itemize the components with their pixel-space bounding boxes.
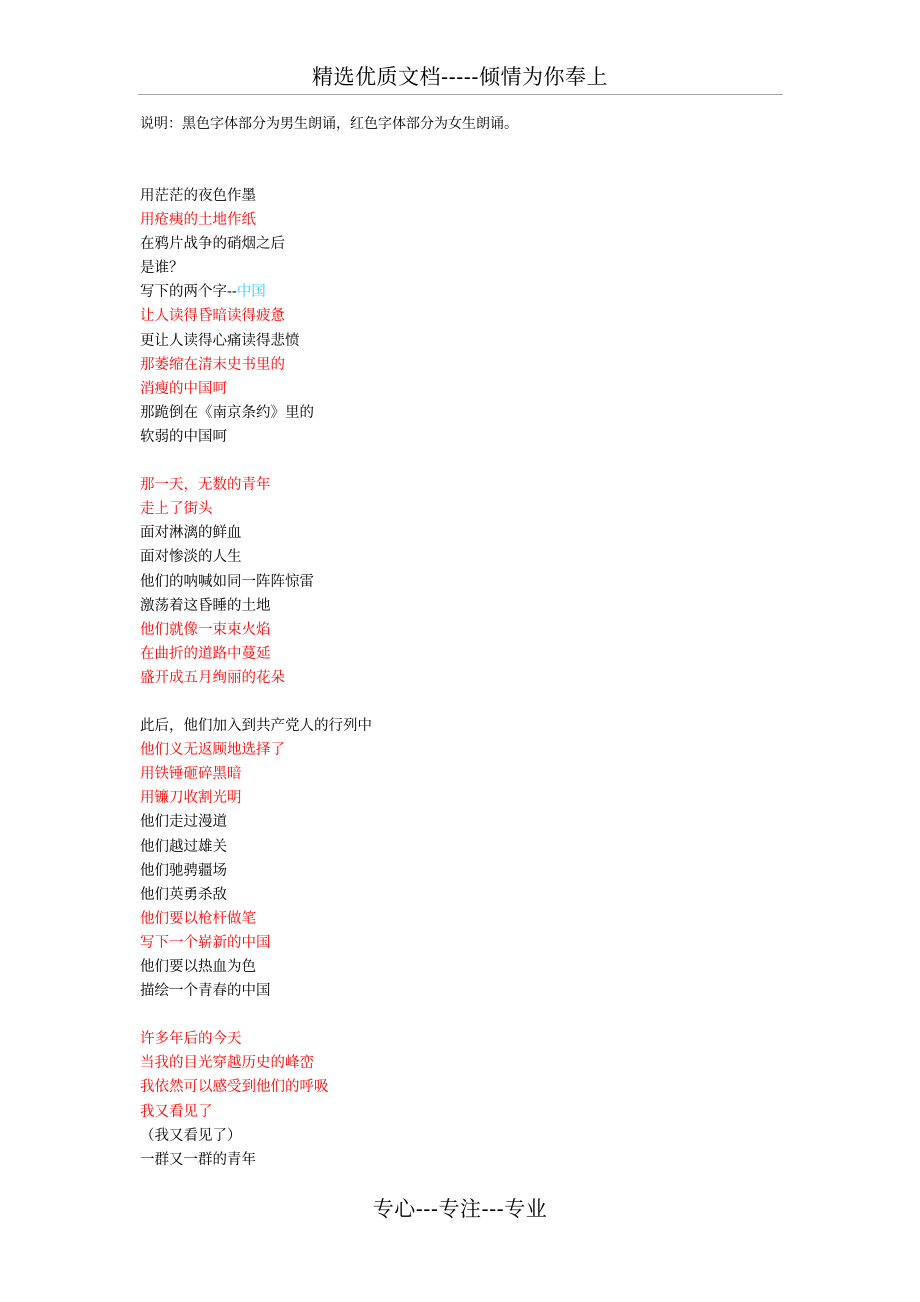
poem-line-text: 他们要以热血为色 bbox=[140, 959, 256, 975]
poem-line-text: 此后，他们加入到共产党人的行列中 bbox=[140, 718, 372, 735]
poem-line-text: 他们义无返顾地选择了 bbox=[140, 742, 285, 759]
poem-line bbox=[140, 1075, 372, 1099]
poem-line-text: 他们的呐喊如同一阵阵惊雷 bbox=[140, 573, 314, 590]
poem-line bbox=[140, 618, 372, 642]
poem-line-text: 许多年后的今天 bbox=[140, 1031, 242, 1048]
poem-line-text: 在曲折的道路中蔓延 bbox=[140, 645, 271, 662]
poem-line bbox=[140, 931, 372, 955]
poem-line bbox=[140, 810, 372, 834]
poem-line-text: 他们英勇杀敌 bbox=[140, 886, 227, 903]
poem-line bbox=[140, 1100, 372, 1124]
poem-line-text: 那萎缩在清末史书里的 bbox=[140, 356, 285, 373]
poem-line-text: 盛开成五月绚丽的花朵 bbox=[140, 669, 285, 686]
poem-line bbox=[140, 232, 372, 256]
poem-line bbox=[140, 425, 372, 449]
poem-line-text: 一群又一群的青年 bbox=[140, 1151, 256, 1168]
poem-line bbox=[140, 714, 372, 738]
poem-line-text: 用镰刀收割光明 bbox=[140, 790, 242, 807]
poem-line-text: 写下的两个字 bbox=[140, 284, 227, 301]
poem-body bbox=[140, 184, 372, 1172]
poem-line-text: （我又看见了） bbox=[140, 1127, 242, 1144]
poem-line bbox=[140, 208, 372, 232]
poem-line-text: 面对惨淡的人生 bbox=[140, 549, 242, 566]
poem-line-text: 用铁锤砸碎黑暗 bbox=[140, 766, 242, 783]
poem-line-text: 他们走过漫道 bbox=[140, 814, 227, 831]
poem-line bbox=[140, 377, 372, 401]
poem-line bbox=[140, 401, 372, 425]
poem-line bbox=[140, 473, 372, 497]
poem-line bbox=[140, 570, 372, 594]
poem-line bbox=[140, 883, 372, 907]
poem-line bbox=[140, 497, 372, 521]
poem-line bbox=[140, 1124, 372, 1148]
poem-line bbox=[140, 666, 372, 690]
poem-line bbox=[140, 329, 372, 353]
page-header-title: 精选优质文档-----倾情为你奉上 bbox=[312, 65, 608, 89]
poem-line bbox=[140, 521, 372, 545]
stanza-break bbox=[140, 449, 372, 473]
reading-instruction: 说明：黑色字体部分为男生朗诵，红色字体部分为女生朗诵。 bbox=[140, 116, 518, 132]
poem-line-text: 在鸦片战争的硝烟之后 bbox=[140, 236, 285, 253]
poem-line-text: 用茫茫的夜色作墨 bbox=[140, 188, 256, 204]
poem-line-text: 我又看见了 bbox=[140, 1103, 213, 1120]
poem-line-text: 是谁？ bbox=[140, 260, 184, 277]
poem-line-text: 用疮痍的土地作纸 bbox=[140, 212, 256, 229]
poem-line bbox=[140, 642, 372, 666]
poem-line-text: 走上了街头 bbox=[140, 501, 213, 518]
poem-line bbox=[140, 280, 372, 304]
poem-line-text: 写下一个崭新的中国 bbox=[140, 934, 271, 951]
poem-line bbox=[140, 1148, 372, 1172]
poem-line-text: 面对淋漓的鲜血 bbox=[140, 525, 242, 542]
stanza-break bbox=[140, 1003, 372, 1027]
poem-line-text: 软弱的中国呵 bbox=[140, 428, 227, 445]
poem-line-text: 那跪倒在《南京条约》里的 bbox=[140, 404, 314, 421]
header-divider bbox=[138, 94, 783, 95]
poem-line-text: 消瘦的中国呵 bbox=[140, 380, 227, 397]
poem-line-text: 他们越过雄关 bbox=[140, 838, 227, 855]
poem-line bbox=[140, 762, 372, 786]
poem-line-text: 当我的目光穿越历史的峰峦 bbox=[140, 1055, 314, 1072]
poem-line-text: 那一天，无数的青年 bbox=[140, 477, 271, 494]
poem-line bbox=[140, 545, 372, 569]
poem-line bbox=[140, 786, 372, 810]
poem-line-text: 让人读得昏暗读得疲惫 bbox=[140, 308, 285, 325]
poem-line bbox=[140, 835, 372, 859]
page-footer-text: 专心---专注---专业 bbox=[372, 1197, 548, 1221]
poem-line-text: 描绘一个青春的中国 bbox=[140, 983, 271, 1000]
poem-line bbox=[140, 907, 372, 931]
poem-line bbox=[140, 955, 372, 979]
poem-line-text: 他们就像一束束火焰 bbox=[140, 621, 271, 638]
stanza-break bbox=[140, 690, 372, 714]
poem-line-text: 他们要以枪杆做笔 bbox=[140, 910, 256, 927]
poem-line bbox=[140, 1027, 372, 1051]
poem-line bbox=[140, 859, 372, 883]
poem-line-text: 我依然可以感受到他们的呼吸 bbox=[140, 1079, 329, 1096]
poem-line-highlight: 中国 bbox=[236, 284, 266, 301]
poem-line-dash: -- bbox=[227, 284, 237, 301]
poem-line bbox=[140, 738, 372, 762]
poem-line-text: 更让人读得心痛读得悲愤 bbox=[140, 332, 300, 349]
poem-line-text: 他们驰骋疆场 bbox=[140, 862, 227, 879]
poem-line bbox=[140, 1051, 372, 1075]
poem-line bbox=[140, 594, 372, 618]
poem-line bbox=[140, 256, 372, 280]
poem-line bbox=[140, 304, 372, 328]
poem-line bbox=[140, 353, 372, 377]
poem-line bbox=[140, 184, 372, 208]
poem-line bbox=[140, 979, 372, 1003]
poem-line-text: 激荡着这昏睡的土地 bbox=[140, 597, 271, 614]
